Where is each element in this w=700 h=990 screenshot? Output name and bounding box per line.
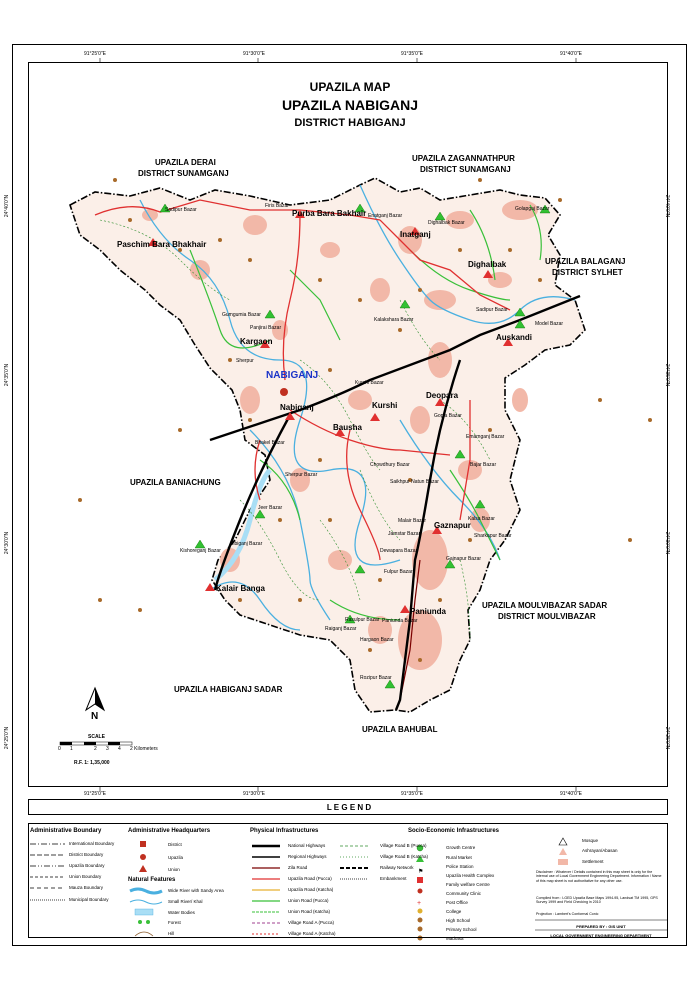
market-label: Gopla Bazar [434, 413, 462, 419]
market-label: Malair Bazar [398, 518, 427, 524]
legend-item: Village Road A (Katcha) [288, 931, 336, 936]
map-title-line3: DISTRICT HABIGANJ [294, 117, 406, 129]
market-label: Sherpur [236, 358, 254, 364]
market-label: Model Bazar [535, 321, 564, 327]
scale-tick: 4 [118, 746, 121, 752]
market-label: Kalakshara Bazar [374, 317, 414, 323]
legend-item: Regional Highways [288, 854, 327, 859]
coord-bottom-3: 91°35'0"E [401, 791, 423, 797]
legend-item: Growth Centre [446, 845, 476, 850]
upazila-hq-label: NABIGANJ [266, 370, 319, 381]
scale-tick: 1 [70, 746, 73, 752]
union-purba-bara-bakhair: Purba Bara Bakhair [292, 209, 367, 218]
union-gaznapur: Gaznapur [434, 521, 471, 530]
coord-bottom-2: 91°30'0"E [243, 791, 265, 797]
legend-disclaimer: Disclaimer : Whatever / Details contained in this map sheet is only for the internal use of Local Government Engineering Department. Information / Name of this map sheet is not authoritative for any other use. [536, 870, 662, 883]
legend-item: Post Office [446, 900, 468, 905]
scale-bar [60, 742, 132, 745]
coord-left-4: 24°25'0"N [4, 726, 11, 750]
legend-item: Zila Road [288, 865, 308, 870]
coord-right-2: 24°35'0"N [664, 363, 671, 387]
market-label: Kalsa Bazar [468, 516, 495, 522]
legend-item: Primary School [446, 927, 477, 932]
representative-fraction: R.F. 1: 1,35,000 [74, 760, 110, 766]
market-label: Golapgaj Bazar [515, 206, 550, 212]
market-label: Rasulpur Bazar [345, 617, 380, 623]
market-label: Sadipur Bazar [165, 207, 197, 213]
legend-item: Union [168, 867, 180, 872]
market-label: Dewapara Bazar [380, 548, 418, 554]
union-dighalbak: Dighalbak [468, 260, 507, 269]
market-label: Fulpur Bazar [384, 569, 413, 575]
market-label: Bajar Bazar [470, 462, 497, 468]
legend-item: International Boundary [69, 841, 115, 846]
coord-top-2: 91°30'0"E [243, 51, 265, 57]
market-label: Chowdhury Bazar [370, 462, 410, 468]
neighbor-zagannathpur: UPAZILA ZAGANNATHPUR [412, 154, 515, 163]
neighbor-moulvibazar: UPAZILA MOULVIBAZAR SADAR [482, 601, 608, 610]
union-paschim-bara-bhakhair: Paschim Bara Bhakhair [117, 240, 207, 249]
market-label: Firis Bazar [265, 203, 289, 209]
union-inatganj: Inatganj [400, 230, 431, 239]
legend-item: Forest [168, 920, 181, 925]
market-label: Panjirai Bazar [250, 325, 282, 331]
coord-left-3: 24°30'0"N [4, 531, 11, 555]
legend-projection: Projection : Lambert's Conformal Conic [536, 912, 599, 916]
legend-item: Settlement [582, 859, 604, 864]
union-auskandi: Auskandi [496, 333, 533, 342]
legend-admin-boundary-title: Administrative Boundary [30, 828, 102, 834]
union-kurshi: Kurshi [372, 401, 398, 410]
scale-title: SCALE [88, 734, 105, 740]
legend-item: Upazila Road (Katcha) [288, 887, 334, 892]
legend-item: Rural Market [446, 855, 472, 860]
legend-item: Upazila Road (Pucca) [288, 876, 332, 881]
legend-item: Union Road (Katcha) [288, 909, 331, 914]
legend-header-bar [28, 799, 668, 815]
coord-right-4: 24°25'0"N [664, 726, 671, 750]
map-title-line1: UPAZILA MAP [309, 80, 391, 94]
neighbor-habiganj: UPAZILA HABIGANJ SADAR [174, 685, 283, 694]
legend-item: Water Bodies [168, 910, 195, 915]
market-label: Hargaon Bazar [360, 637, 394, 643]
legend-item: Upazila [168, 855, 184, 860]
legend-item: Wide River with Sandy Area [168, 888, 224, 893]
legend-item: Upazila Health Complex [446, 873, 495, 878]
legend-item: District Boundary [69, 852, 104, 857]
legend-item: Union Boundary [69, 874, 102, 879]
legend-item: Mauza Boundary [69, 885, 104, 890]
neighbor-bahubal: UPAZILA BAHUBAL [362, 725, 438, 734]
legend-admin-hq-title: Administrative Headquarters [128, 828, 211, 834]
legend-item: National Highways [288, 843, 326, 848]
scale-tick: 2 Kilometers [130, 746, 158, 752]
coord-left-1: 24°40'0"N [4, 194, 11, 218]
coord-top-1: 91°25'0"E [84, 51, 106, 57]
union-nabiganj: Nabiganj [280, 403, 314, 412]
neighbor-balaganj-district: DISTRICT SYLHET [552, 268, 623, 277]
svg-text:⚑: ⚑ [418, 869, 424, 875]
market-label: Sharkapur Bazar [474, 533, 512, 539]
legend-physical-title: Physical Infrastructures [250, 828, 319, 834]
union-paniunda: Paniunda [410, 607, 447, 616]
coord-right-1: 24°40'0"N [664, 194, 671, 218]
north-arrow-icon [86, 688, 104, 710]
legend-item: District [168, 842, 182, 847]
neighbor-balaganj: UPAZILA BALAGANJ [545, 257, 626, 266]
legend-compiled-from: Compiled from : LGED Upazila Base Maps 1994-95, Landsat TM 1995, GPS Survey 1999 and Field Checking in 2010 [536, 896, 658, 905]
market-label: Bibiganj Bazar [230, 541, 263, 547]
scale-tick: 3 [106, 746, 109, 752]
legend-item: Community Clinic [446, 891, 482, 896]
coord-left-2: 24°35'0"N [4, 363, 11, 387]
legend-item: Mosque [582, 838, 599, 843]
legend-item: Hill [168, 931, 175, 936]
coord-bottom-1: 91°25'0"E [84, 791, 106, 797]
market-label: Jeer Bazar [258, 505, 283, 511]
market-label: Saikhpur Natun Bazar [390, 479, 439, 485]
market-label: Kishoreganj Bazar [180, 548, 221, 554]
union-bausha: Bausha [333, 423, 362, 432]
legend-item: Embankment [380, 876, 407, 881]
market-label: Sherpur Bazar [285, 472, 318, 478]
market-label: Emamganj Bazar [466, 434, 505, 440]
market-label: Enatganj Bazar [368, 213, 403, 219]
market-label: Gumgumia Bazar [222, 312, 261, 318]
neighbor-derai-district: DISTRICT SUNAMGANJ [138, 169, 229, 178]
market-label: Kurshi Bazar [355, 380, 384, 386]
market-label: Gajnapur Bazar [446, 556, 482, 562]
market-label: Rozipur Bazar [360, 675, 392, 681]
legend-item: Ashrayan/Abasan [582, 848, 618, 853]
map-title-line2: UPAZILA NABIGANJ [281, 97, 419, 113]
legend-title: L E G E N D [326, 803, 372, 812]
market-label: Bhakel Bazar [255, 440, 285, 446]
legend-item: Municipal Boundary [69, 897, 109, 902]
legend-item: College [446, 909, 462, 914]
coord-bottom-4: 91°40'0"E [560, 791, 582, 797]
market-label: Raiganj Bazar [325, 626, 357, 632]
legend-item: Village Road A (Pucca) [288, 920, 334, 925]
union-kalair-banga: Kalair Banga [216, 584, 265, 593]
union-kargaon: Kargaon [240, 337, 273, 346]
legend-item: Union Road (Pucca) [288, 898, 329, 903]
coord-right-3: 24°30'0"N [664, 531, 671, 555]
legend-item: High School [446, 918, 471, 923]
legend-item: Police Station [446, 864, 474, 869]
legend-item: Small River/ Khal [168, 899, 203, 904]
legend-socio-title: Socio-Economic Infrastructures [408, 828, 500, 834]
legend-item: Village Road B (Pucca) [380, 843, 427, 848]
legend-natural-title: Natural Features [128, 877, 176, 883]
legend-department: LOCAL GOVERNMENT ENGINEERING DEPARTMENT [550, 933, 652, 938]
neighbor-zagannathpur-district: DISTRICT SUNAMGANJ [420, 165, 511, 174]
legend-item: Upazila Boundary [69, 863, 105, 868]
north-label: N [91, 711, 99, 722]
scale-tick: 2 [94, 746, 97, 752]
union-deopara: Deopara [426, 391, 459, 400]
market-label: Paniunda Bazar [382, 618, 418, 624]
coord-top-4: 91°40'0"E [560, 51, 582, 57]
neighbor-baniachung: UPAZILA BANIACHUNG [130, 478, 221, 487]
legend-item: Railway Network [380, 865, 414, 870]
svg-text:+: + [417, 900, 422, 907]
neighbor-moulvibazar-district: DISTRICT MOULVIBAZAR [498, 612, 596, 621]
legend-prepared-by: PREPARED BY : GIS UNIT [576, 924, 626, 929]
legend-item: Madrasa [446, 936, 464, 941]
legend-item: Family welfare Centre [446, 882, 490, 887]
market-label: Sadipur Bazar [476, 307, 508, 313]
market-label: Dighalbak Bazar [428, 220, 465, 226]
scale-tick: 0 [58, 746, 61, 752]
market-label: Jamstar Bazar [388, 531, 421, 537]
coord-top-3: 91°35'0"E [401, 51, 423, 57]
neighbor-derai: UPAZILA DERAI [155, 158, 216, 167]
legend-item: Village Road B (Katcha) [380, 854, 428, 859]
